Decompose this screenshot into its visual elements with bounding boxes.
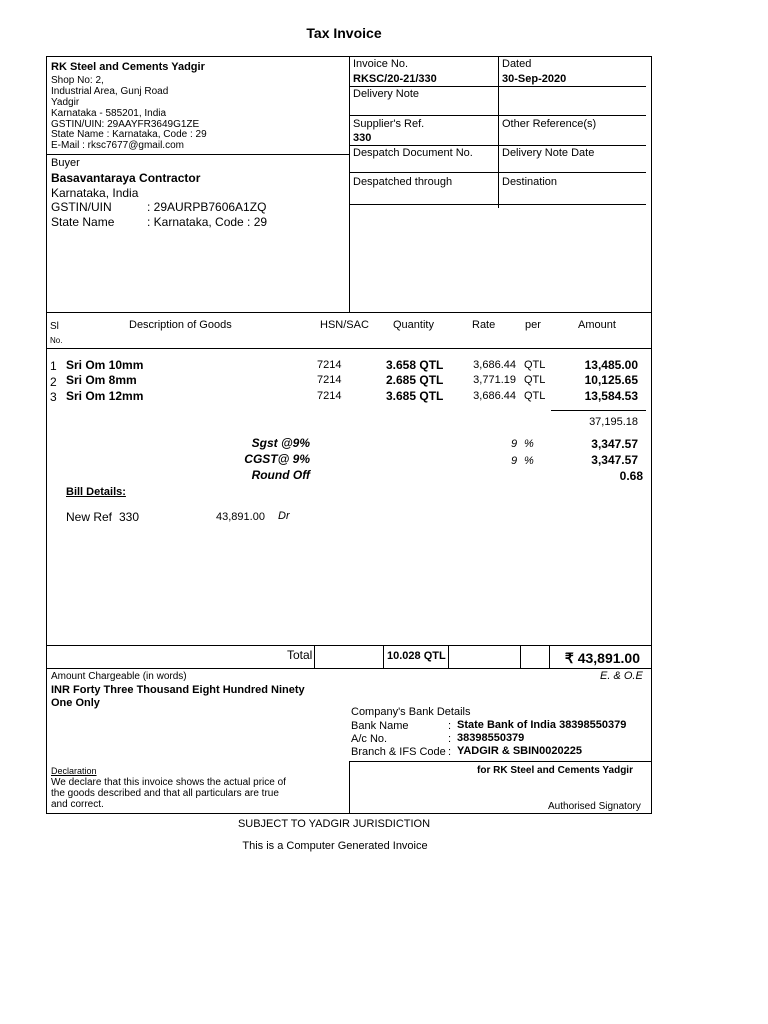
for-company: for RK Steel and Cements Yadgir — [477, 765, 633, 776]
dated-label: Dated — [502, 58, 532, 70]
tax-unit: % — [524, 455, 534, 467]
col-header-rate: Rate — [472, 319, 496, 331]
row-per: QTL — [524, 390, 546, 402]
col-header-hsn: HSN/SAC — [320, 319, 369, 331]
dated-value: 30-Sep-2020 — [502, 73, 567, 85]
meta-vertical-divider — [498, 56, 499, 208]
declaration-line: We declare that this invoice shows the actual price of — [51, 777, 286, 788]
bank-name-label: Bank Name — [351, 720, 409, 732]
row-quantity: 3.685 QTL — [386, 389, 444, 403]
buyer-state-label: State Name — [51, 215, 115, 229]
tax-rate: 9 — [511, 438, 518, 450]
seller-address-line: Shop No: 2, — [51, 75, 104, 86]
delivery-note-label: Delivery Note — [353, 88, 420, 100]
bill-drcr: Dr — [278, 510, 290, 522]
bill-ref-no: 330 — [119, 510, 140, 524]
amount-words-line: One Only — [51, 697, 100, 709]
meta-row-line — [349, 86, 646, 87]
branch-colon: : — [448, 746, 452, 758]
bill-amount: 43,891.00 — [216, 511, 265, 523]
seller-gstin: GSTIN/UIN: 29AAYFR3649G1ZE — [51, 119, 200, 130]
delivery-note-date-label: Delivery Note Date — [502, 147, 595, 159]
total-col-divider — [520, 645, 521, 668]
row-amount: 10,125.65 — [584, 373, 638, 387]
buyer-gstin-value: : 29AURPB7606A1ZQ — [147, 200, 267, 214]
row-sl: 1 — [50, 359, 57, 373]
seller-address-line: Industrial Area, Gunj Road — [51, 86, 169, 97]
total-amount: ₹ 43,891.00 — [564, 650, 640, 666]
total-col-divider — [549, 645, 550, 668]
col-header-no: No. — [50, 336, 63, 345]
tax-label: CGST@ 9% — [244, 452, 310, 466]
row-quantity: 3.658 QTL — [386, 358, 444, 372]
round-off-amount: 0.68 — [619, 469, 643, 483]
row-amount: 13,485.00 — [584, 358, 638, 372]
round-off-label: Round Off — [251, 468, 310, 482]
bank-name-colon: : — [448, 720, 452, 732]
meta-row-line — [349, 145, 646, 146]
page-title: Tax Invoice — [306, 25, 382, 41]
declaration-label: Declaration — [51, 766, 97, 776]
row-rate: 3,686.44 — [473, 359, 516, 371]
seller-email: E-Mail : rksc7677@gmail.com — [51, 140, 184, 151]
seller-buyer-divider — [46, 154, 349, 155]
declaration-line: and correct. — [51, 799, 104, 810]
total-label: Total — [287, 648, 313, 662]
buyer-gstin-label: GSTIN/UIN — [51, 200, 112, 214]
total-col-divider — [314, 645, 315, 668]
despatched-through-label: Despatched through — [353, 176, 453, 188]
meta-row-line — [349, 172, 646, 173]
suppliers-ref-label: Supplier's Ref. — [353, 118, 425, 130]
row-quantity: 2.685 QTL — [386, 373, 444, 387]
table-top-line — [46, 312, 652, 313]
col-header-per: per — [525, 319, 541, 331]
tax-amount: 3,347.57 — [591, 453, 638, 467]
eoe-label: E. & O.E — [600, 670, 643, 682]
header-vertical-divider — [349, 56, 350, 312]
row-hsn: 7214 — [317, 390, 342, 402]
buyer-heading: Buyer — [51, 157, 80, 169]
buyer-address: Karnataka, India — [51, 186, 139, 200]
seller-address-line: Karnataka - 585201, India — [51, 108, 167, 119]
invoice-no-value: RKSC/20-21/330 — [353, 73, 437, 85]
declaration-line: the goods described and that all particulars are true — [51, 788, 279, 799]
tax-label: Sgst @9% — [251, 436, 310, 450]
total-row-top-line — [46, 645, 652, 646]
row-description: Sri Om 8mm — [66, 373, 137, 387]
signature-box-top-line — [349, 761, 652, 762]
row-sl: 2 — [50, 375, 57, 389]
ac-value: 38398550379 — [457, 732, 525, 744]
other-ref-label: Other Reference(s) — [502, 118, 597, 130]
seller-name: RK Steel and Cements Yadgir — [51, 61, 205, 73]
row-per: QTL — [524, 359, 546, 371]
col-header-description: Description of Goods — [129, 319, 232, 331]
suppliers-ref-value: 330 — [353, 132, 372, 144]
tax-unit: % — [524, 438, 534, 450]
tax-rate: 9 — [511, 455, 518, 467]
row-description: Sri Om 12mm — [66, 389, 144, 403]
col-header-sl: Sl — [50, 321, 59, 332]
amount-words-label: Amount Chargeable (in words) — [51, 671, 187, 682]
seller-state: State Name : Karnataka, Code : 29 — [51, 129, 207, 140]
signature-box-left-line — [349, 761, 350, 814]
total-row-bottom-line — [46, 668, 652, 669]
bill-details-label: Bill Details: — [66, 486, 126, 498]
row-hsn: 7214 — [317, 359, 342, 371]
destination-label: Destination — [502, 176, 558, 188]
row-per: QTL — [524, 374, 546, 386]
despatch-doc-label: Despatch Document No. — [353, 147, 473, 159]
row-rate: 3,771.19 — [473, 374, 516, 386]
jurisdiction-note: SUBJECT TO YADGIR JURISDICTION — [237, 818, 431, 830]
amount-words-line: INR Forty Three Thousand Eight Hundred Ninety — [51, 684, 305, 696]
bill-ref-label: New Ref — [66, 510, 113, 524]
invoice-no-label: Invoice No. — [353, 58, 409, 70]
row-amount: 13,584.53 — [584, 389, 638, 403]
col-header-quantity: Quantity — [393, 319, 434, 331]
ac-label: A/c No. — [351, 733, 388, 745]
buyer-name: Basavantaraya Contractor — [51, 171, 201, 185]
ac-colon: : — [448, 733, 452, 745]
total-quantity: 10.028 QTL — [387, 650, 446, 662]
branch-label: Branch & IFS Code — [351, 746, 446, 758]
branch-value: YADGIR & SBIN0020225 — [457, 745, 582, 757]
bank-name-value: State Bank of India 38398550379 — [457, 719, 627, 731]
meta-row-line — [349, 204, 646, 205]
row-rate: 3,686.44 — [473, 390, 516, 402]
row-hsn: 7214 — [317, 374, 342, 386]
buyer-state-value: : Karnataka, Code : 29 — [147, 215, 268, 229]
authorised-signatory: Authorised Signatory — [548, 801, 641, 812]
subtotal-line — [551, 410, 646, 411]
total-col-divider — [383, 645, 384, 668]
meta-row-line — [349, 115, 646, 116]
tax-amount: 3,347.57 — [591, 437, 638, 451]
row-description: Sri Om 10mm — [66, 358, 144, 372]
col-header-amount: Amount — [578, 319, 616, 331]
computer-generated-note: This is a Computer Generated Invoice — [242, 840, 428, 852]
total-col-divider — [448, 645, 449, 668]
row-sl: 3 — [50, 390, 57, 404]
seller-address-line: Yadgir — [51, 97, 80, 108]
subtotal-amount: 37,195.18 — [589, 416, 638, 428]
header-underline — [46, 348, 652, 349]
bank-heading: Company's Bank Details — [351, 706, 471, 718]
